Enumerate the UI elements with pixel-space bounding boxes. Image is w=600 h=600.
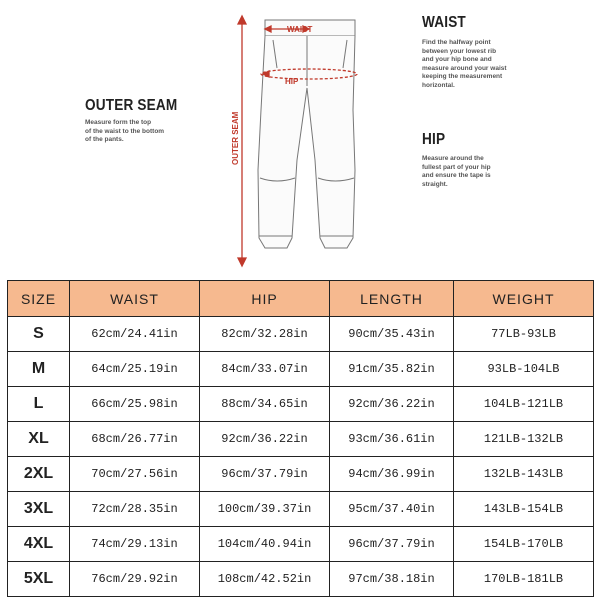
- outer-seam-description: Measure form the top of the waist to the bottom of the pants.: [85, 119, 165, 143]
- header-weight: WEIGHT: [454, 281, 594, 317]
- length-cell: 96cm/37.79in: [330, 527, 454, 562]
- waist-title: WAIST: [422, 14, 466, 31]
- header-size: SIZE: [8, 281, 70, 317]
- table-header-row: [8, 281, 594, 317]
- size-cell: M: [8, 352, 70, 387]
- length-cell: 97cm/38.18in: [330, 562, 454, 597]
- hip-description: Measure around the fullest part of your hip and ensure the tape is straight.: [422, 155, 491, 188]
- pants-illustration: [225, 0, 380, 275]
- waist-cell: 64cm/25.19in: [70, 352, 200, 387]
- outer-seam-diagram-label: OUTER SEAM: [231, 111, 240, 165]
- waist-diagram-label: WAIST: [287, 25, 313, 34]
- waist-description: Find the halfway point between your lowest rib and your hip bone and measure around your waist keeping the measurement horizontal.: [422, 39, 507, 89]
- length-cell: 93cm/36.61in: [330, 422, 454, 457]
- waist-cell: 74cm/29.13in: [70, 527, 200, 562]
- hip-cell: 104cm/40.94in: [200, 527, 330, 562]
- hip-cell: 84cm/33.07in: [200, 352, 330, 387]
- weight-cell: 104LB-121LB: [454, 387, 594, 422]
- weight-cell: 143LB-154LB: [454, 492, 594, 527]
- size-cell: L: [8, 387, 70, 422]
- table-row: [8, 422, 594, 457]
- hip-cell: 108cm/42.52in: [200, 562, 330, 597]
- header-waist: WAIST: [70, 281, 200, 317]
- waist-cell: 72cm/28.35in: [70, 492, 200, 527]
- table-row: [8, 457, 594, 492]
- weight-cell: 121LB-132LB: [454, 422, 594, 457]
- table-row: [8, 352, 594, 387]
- size-cell: S: [8, 317, 70, 352]
- waist-cell: 76cm/29.92in: [70, 562, 200, 597]
- weight-cell: 132LB-143LB: [454, 457, 594, 492]
- length-cell: 94cm/36.99in: [330, 457, 454, 492]
- length-cell: 92cm/36.22in: [330, 387, 454, 422]
- table-row: [8, 492, 594, 527]
- weight-cell: 77LB-93LB: [454, 317, 594, 352]
- size-cell: XL: [8, 422, 70, 457]
- waist-cell: 62cm/24.41in: [70, 317, 200, 352]
- hip-cell: 100cm/39.37in: [200, 492, 330, 527]
- weight-cell: 154LB-170LB: [454, 527, 594, 562]
- length-cell: 91cm/35.82in: [330, 352, 454, 387]
- outer-seam-title: OUTER SEAM: [85, 97, 178, 114]
- hip-cell: 88cm/34.65in: [200, 387, 330, 422]
- waist-cell: 68cm/26.77in: [70, 422, 200, 457]
- weight-cell: 93LB-104LB: [454, 352, 594, 387]
- table-row: [8, 527, 594, 562]
- hip-title: HIP: [422, 131, 446, 148]
- length-cell: 95cm/37.40in: [330, 492, 454, 527]
- size-cell: 4XL: [8, 527, 70, 562]
- hip-diagram-label: HIP: [285, 77, 299, 86]
- header-length: LENGTH: [330, 281, 454, 317]
- table-row: [8, 317, 594, 352]
- waist-cell: 66cm/25.98in: [70, 387, 200, 422]
- hip-cell: 82cm/32.28in: [200, 317, 330, 352]
- size-cell: 2XL: [8, 457, 70, 492]
- table-row: [8, 387, 594, 422]
- hip-cell: 96cm/37.79in: [200, 457, 330, 492]
- weight-cell: 170LB-181LB: [454, 562, 594, 597]
- size-cell: 3XL: [8, 492, 70, 527]
- measurement-guide: [0, 0, 600, 275]
- length-cell: 90cm/35.43in: [330, 317, 454, 352]
- size-cell: 5XL: [8, 562, 70, 597]
- waist-cell: 70cm/27.56in: [70, 457, 200, 492]
- header-hip: HIP: [200, 281, 330, 317]
- table-row: [8, 562, 594, 597]
- size-chart-table: [7, 280, 594, 597]
- hip-cell: 92cm/36.22in: [200, 422, 330, 457]
